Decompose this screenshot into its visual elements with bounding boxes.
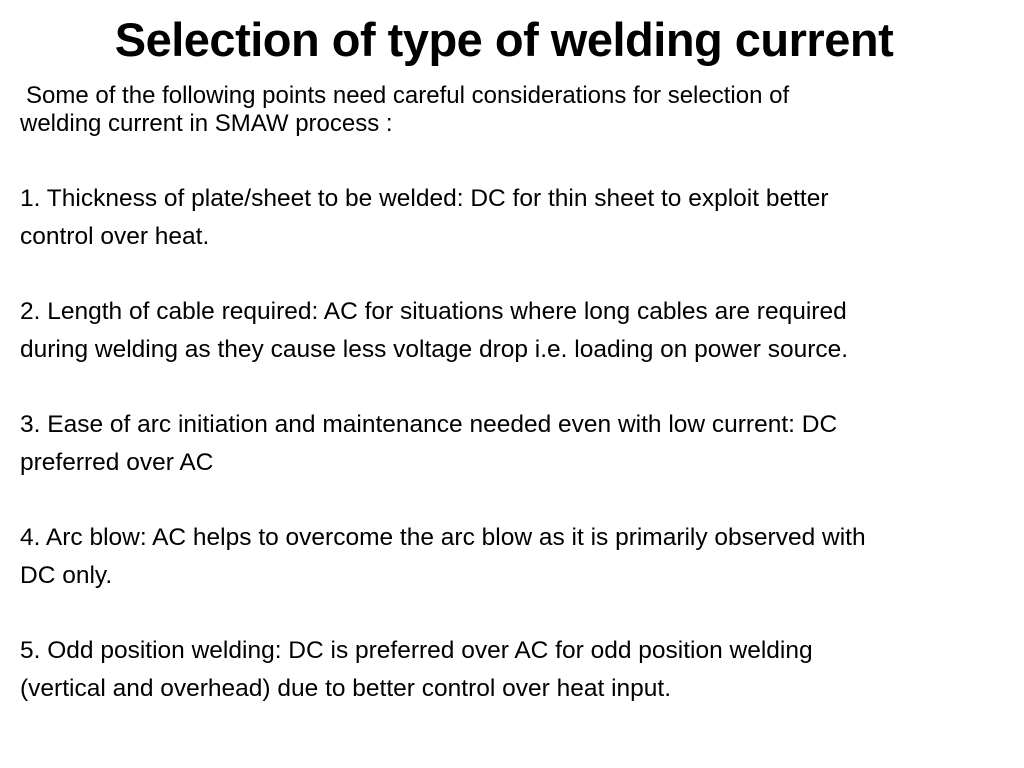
consideration-item-arc-blow: [20, 519, 1020, 595]
consideration-item-cable-length: [20, 293, 1020, 369]
slide-title: Selection of type of welding current: [114, 13, 894, 66]
intro-line-1: Some of the following points need careful considerations for selection of: [26, 82, 790, 109]
consideration-line: DC only.: [20, 562, 113, 589]
consideration-line: during welding as they cause less voltage drop i.e. loading on power source.: [20, 336, 849, 363]
consideration-line: 1. Thickness of plate/sheet to be welded: DC for thin sheet to exploit better: [20, 185, 829, 212]
intro-line-2: welding current in SMAW process :: [20, 110, 393, 137]
intro-paragraph: [20, 81, 1010, 138]
consideration-item-arc-initiation: [20, 406, 1020, 482]
considerations-list: [20, 180, 1020, 745]
consideration-item-odd-position: [20, 632, 1020, 708]
consideration-line: (vertical and overhead) due to better control over heat input.: [20, 675, 671, 702]
consideration-line: 2. Length of cable required: AC for situations where long cables are required: [20, 298, 847, 325]
consideration-line: 3. Ease of arc initiation and maintenance needed even with low current: DC: [20, 411, 838, 438]
consideration-line: 5. Odd position welding: DC is preferred over AC for odd position welding: [20, 637, 813, 664]
consideration-item-thickness: [20, 180, 1020, 256]
consideration-line: control over heat.: [20, 223, 210, 250]
consideration-line: preferred over AC: [20, 449, 214, 476]
consideration-line: 4. Arc blow: AC helps to overcome the arc blow as it is primarily observed with: [20, 524, 866, 551]
